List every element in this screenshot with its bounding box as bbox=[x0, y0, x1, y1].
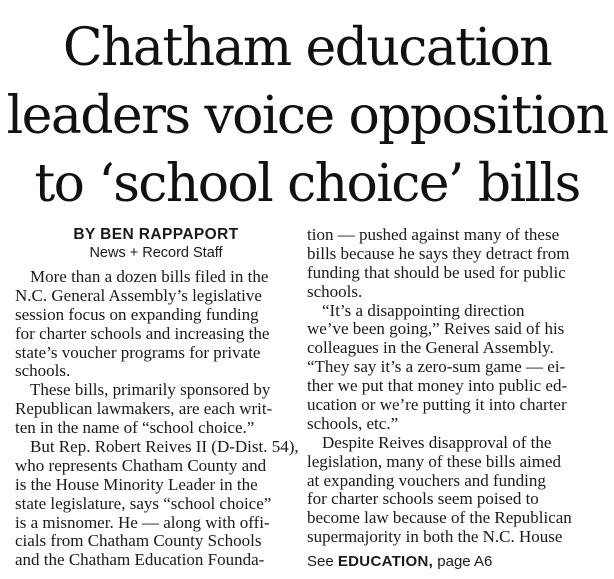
body-line: ten in the name of “school choice.” bbox=[15, 418, 255, 438]
body-line: Despite Reives disapproval of the bbox=[322, 432, 552, 452]
body-line: But Rep. Robert Reives II (D-Dist. 54), bbox=[30, 437, 299, 457]
jump-see: See bbox=[307, 553, 334, 570]
byline bbox=[15, 226, 297, 262]
body-line: session focus on expanding funding bbox=[15, 304, 259, 324]
headline-line-1: Chatham education bbox=[62, 18, 552, 78]
body-line: bills because he says they detract from bbox=[307, 243, 570, 263]
jump-section: EDUCATION, bbox=[337, 553, 434, 570]
body-line: funding that should be used for public bbox=[307, 262, 566, 282]
body-line: cials from Chatham County Schools bbox=[15, 531, 262, 551]
body-line: schools, etc.” bbox=[307, 413, 399, 433]
body-line: N.C. General Assembly’s legislative bbox=[15, 285, 262, 305]
byline-staff: News + Record Staff bbox=[89, 245, 223, 261]
body-line: Republican lawmakers, are each writ- bbox=[15, 399, 273, 419]
continued-jump-line bbox=[307, 553, 492, 570]
body-line: we’ve been going,” Reives said of his bbox=[307, 319, 565, 339]
headline-line-2: leaders voice opposition bbox=[6, 86, 608, 146]
body-line: state legislature, says “school choice” bbox=[15, 493, 272, 513]
body-line: schools. bbox=[307, 281, 363, 301]
body-line: ucation or we’re putting it into charter bbox=[307, 395, 567, 415]
body-line: who represents Chatham County and bbox=[15, 455, 267, 475]
body-line: “They say it’s a zero-sum game — ei- bbox=[307, 357, 566, 377]
jump-page: page A6 bbox=[437, 553, 493, 570]
body-line: supermajority in both the N.C. House bbox=[307, 527, 563, 547]
body-line: ther we put that money into public ed- bbox=[307, 376, 568, 396]
body-column-left bbox=[15, 268, 297, 570]
body-line: These bills, primarily sponsored by bbox=[30, 380, 271, 400]
body-line: for charter schools and increasing the bbox=[15, 323, 270, 343]
headline bbox=[0, 14, 614, 218]
body-line: become law because of the Republican bbox=[307, 508, 572, 528]
body-line: and the Chatham Education Founda- bbox=[15, 550, 265, 570]
body-line: legislation, many of these bills aimed bbox=[307, 451, 562, 471]
body-line: is the House Minority Leader in the bbox=[15, 474, 258, 494]
body-line: tion — pushed against many of these bbox=[307, 225, 560, 244]
body-line: state’s voucher programs for private bbox=[15, 342, 261, 362]
body-line: at expanding vouchers and funding bbox=[307, 470, 546, 490]
body-line: for charter schools seem poised to bbox=[307, 489, 539, 509]
body-column-right bbox=[307, 226, 592, 547]
headline-line-3: to ‘school choice’ bills bbox=[34, 154, 580, 214]
body-line: “It’s a disappointing direction bbox=[322, 300, 525, 320]
body-line: colleagues in the General Assembly. bbox=[307, 338, 554, 358]
body-line: schools. bbox=[15, 361, 71, 381]
body-line: is a misnomer. He — along with offi- bbox=[15, 512, 270, 532]
body-line: More than a dozen bills filed in the bbox=[30, 267, 269, 286]
byline-author: BY BEN RAPPAPORT bbox=[73, 226, 239, 243]
